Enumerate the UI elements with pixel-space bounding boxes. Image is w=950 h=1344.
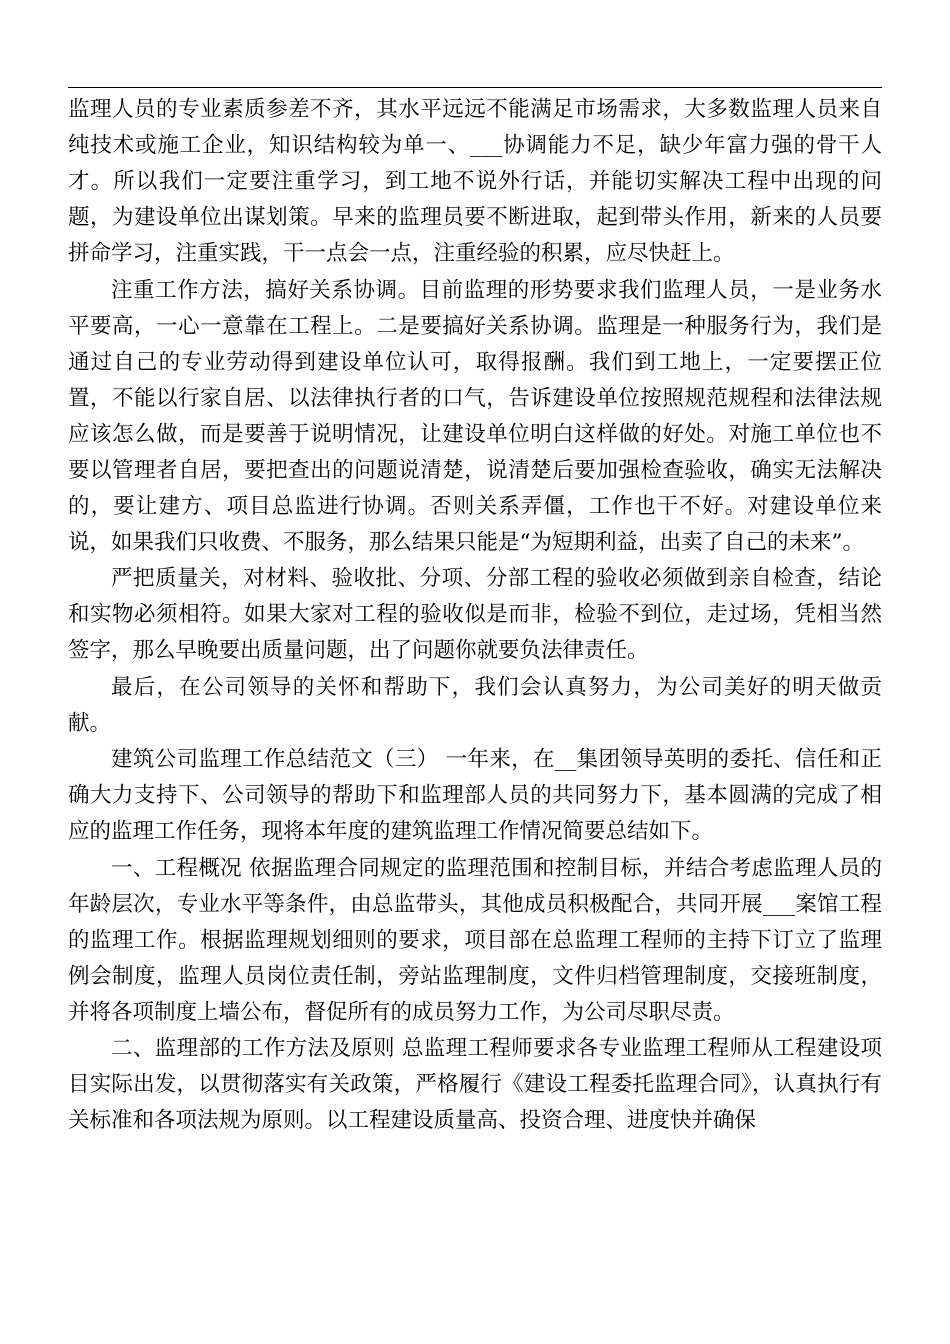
paragraph-closing: 最后，在公司领导的关怀和帮助下，我们会认真努力，为公司美好的明天做贡献。	[68, 674, 882, 736]
paragraph-project-overview: 一、工程概况 依据监理合同规定的监理范围和控制目标，并结合考虑监理人员的年龄层次，专业水平等条件，由总监带头，其他成员积极配合，共同开展___案馆工程的监理工作。根据监理规划细则的要求，项目部在总监理工程师的主持下订立了监理例会制度，监理人员岗位责任制，旁站监理制度，文件归档管理制度，交接班制度，并将各项制度上墙公布，督促所有的成员努力工作，为公司尽职尽责。	[68, 855, 882, 1025]
paragraph-work-method: 注重工作方法，搞好关系协调。目前监理的形势要求我们监理人员，一是业务水平要高，一心一意靠在工程上。二是要搞好关系协调。监理是一种服务行为，我们是通过自己的专业劳动得到建设单位认可，取得报酬。我们到工地上，一定要摆正位置，不能以行家自居、以法律执行者的口气，告诉建设单位按照规范规程和法律法规应该怎么做，而是要善于说明情况，让建设单位明白这样做的好处。对施工单位也不要以管理者自居，要把查出的问题说清楚，说清楚后要加强检查验收，确实无法解决的，要让建方、项目总监进行协调。否则关系弄僵，工作也干不好。对建设单位来说，如果我们只收费、不服务，那么结果只能是“为短期利益，出卖了自己的未来”。	[68, 277, 882, 555]
document-body	[68, 92, 882, 1140]
header-rule	[68, 87, 882, 88]
paragraph-continuation: 监理人员的专业素质参差不齐，其水平远远不能满足市场需求，大多数监理人员来自纯技术或施工企业，知识结构较为单一、___协调能力不足，缺少年富力强的骨干人才。所以我们一定要注重学习，到工地不说外行话，并能切实解决工程中出现的问题，为建设单位出谋划策。早来的监理员要不断进取，起到带头作用，新来的人员要拼命学习，注重实践，干一点会一点，注重经验的积累，应尽快赶上。	[68, 97, 882, 266]
paragraph-summary-three: 建筑公司监理工作总结范文（三） 一年来，在__集团领导英明的委托、信任和正确大力支持下、公司领导的帮助下和监理部人员的共同努力下，基本圆满的完成了相应的监理工作任务，现将本年度的建筑监理工作情况简要总结如下。	[68, 747, 882, 844]
paragraph-quality-control: 严把质量关，对材料、验收批、分项、分部工程的验收必须做到亲自检查，结论和实物必须相符。如果大家对工程的验收似是而非，检验不到位，走过场，凭相当然签字，那么早晚要出质量问题，出了问题你就要负法律责任。	[68, 566, 882, 663]
paragraph-methods-principles: 二、监理部的工作方法及原则 总监理工程师要求各专业监理工程师从工程建设项目实际出发，以贯彻落实有关政策，严格履行《建设工程委托监理合同》，认真执行有关标准和各项法规为原则。以工程建设质量高、投资合理、进度快并确保	[68, 1036, 882, 1133]
